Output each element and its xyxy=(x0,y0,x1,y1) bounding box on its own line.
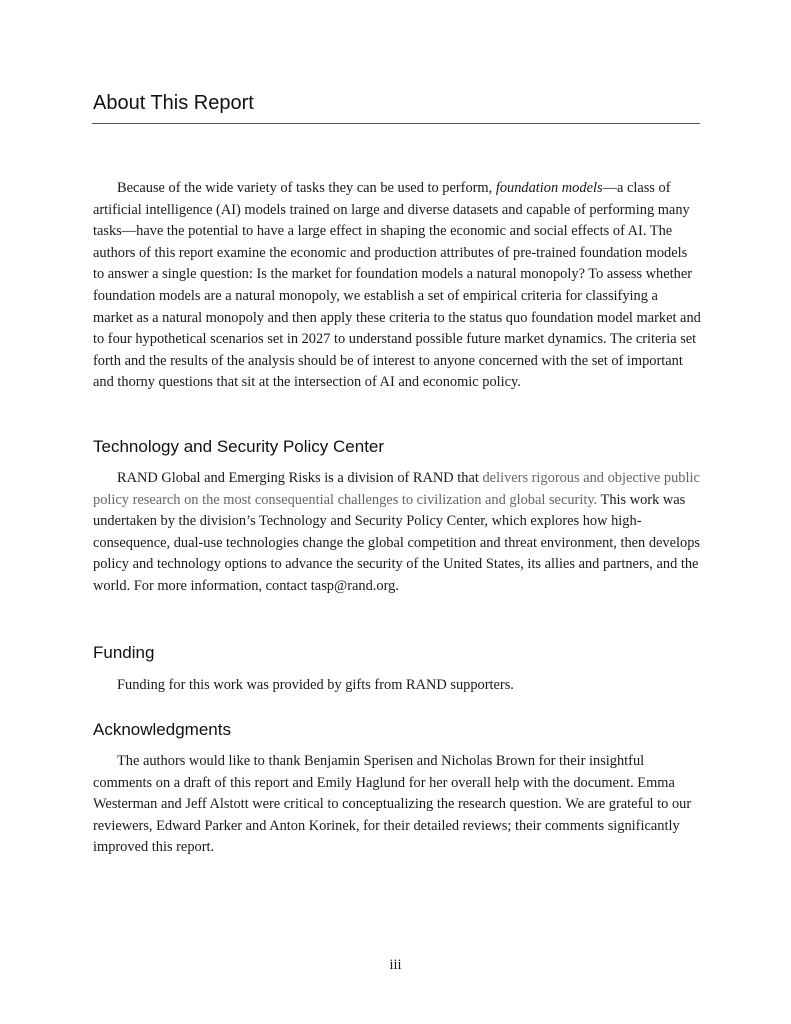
page-title: About This Report xyxy=(93,92,254,114)
about-text-start: Because of the wide variety of tasks they can be used to perform, xyxy=(117,180,496,196)
tasp-text-start: RAND Global and Emerging Risks is a division of RAND that xyxy=(117,470,483,486)
funding-paragraph: Funding for this work was provided by gifts from RAND supporters. xyxy=(117,677,514,693)
acknowledgments-paragraph: The authors would like to thank Benjamin Sperisen and Nicholas Brown for their insightful comments on a draft of this report and Emily Haglund for her overall help with the document. Emma Westerman and Jeff Alstott were critical to conceptualizing the research question. We are grateful to our reviewers, Edward Parker and Anton Korinek, for their detailed reviews; their comments significantly improved this report. xyxy=(93,753,692,856)
page-number: iii xyxy=(389,957,402,973)
acknowledgments-heading: Acknowledgments xyxy=(93,720,231,739)
title-divider xyxy=(92,123,700,124)
tasp-text-rest: This work was undertaken by the division’s Technology and Security Policy Center, which explores how high-consequence, dual-use technologies change the global competition and threat environment, then develops policy and technology options to advance the security of the United States, its allies and partners, and the world. For more information, contact tasp@rand.org. xyxy=(93,491,701,594)
tasp-paragraph xyxy=(93,468,701,598)
about-paragraph xyxy=(93,178,701,394)
tasp-mission-text: delivers rigorous and objective public policy research on the most consequential challenges to civilization and global security. xyxy=(93,470,700,508)
funding-heading: Funding xyxy=(93,643,155,662)
about-text-rest: —a class of artificial intelligence (AI) models trained on large and diverse datasets and capable of performing many tasks—have the potential to have a large effect in shaping the economic and social effects of AI. The authors of this report examine the economic and production attributes of pre-trained foundation models to answer a single question: Is the market for foundation models a natural monopoly? To assess whether foundation models are a natural monopoly, we establish a set of empirical criteria for classifying a market as a natural monopoly and then apply these criteria to the status quo foundation model market and to four hypothetical scenarios set in 2027 to understand possible future market dynamics. The criteria set forth and the results of the analysis should be of interest to anyone concerned with the set of important and thorny questions that sit at the intersection of AI and economic policy. xyxy=(93,180,701,391)
about-italic-term: foundation models xyxy=(495,180,603,196)
tasp-heading: Technology and Security Policy Center xyxy=(93,437,385,456)
